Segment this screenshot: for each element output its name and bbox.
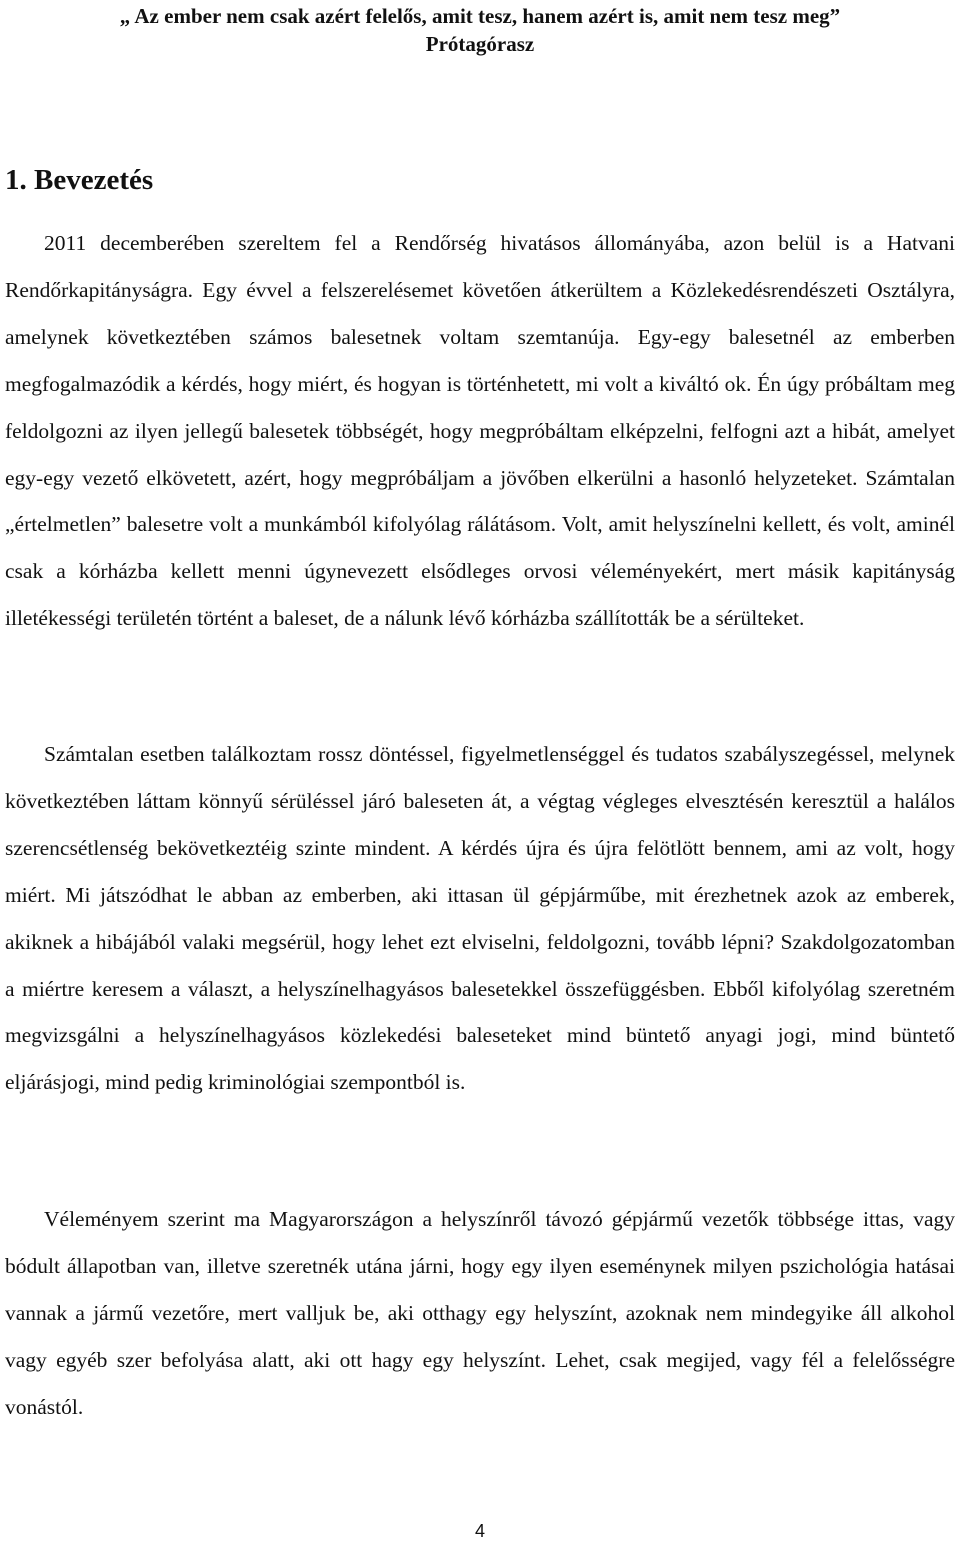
paragraph-3: Véleményem szerint ma Magyarországon a helyszínről távozó gépjármű vezetők többsége ittas, vagy bódult állapotban van, illetve szeretnék utána járni, hogy egy ilyen eseménynek milyen pszichológia hatásai vannak a jármű vezetőre, mert valljuk be, aki otthagy egy helyszínt, azoknak nem mindegyike áll alkohol vagy egyéb szer befolyása alatt, aki ott hagy egy helyszínt. Lehet, csak megijed, vagy fél a felelősségre vonástól. bbox=[5, 1207, 955, 1419]
epigraph bbox=[0, 2, 960, 58]
epigraph-author: Prótagórasz bbox=[425, 32, 535, 56]
section-heading: 1. Bevezetés bbox=[5, 164, 154, 196]
paragraph-1: 2011 decemberében szereltem fel a Rendőrség hivatásos állományába, azon belül is a Hatvani Rendőrkapitányságra. Egy évvel a felszerelésemet követően átkerültem a Közlekedésrendészeti Osztályra, amelynek következtében számos balesetnek voltam szemtanúja. Egy-egy balesetnél az emberben megfogalmazódik a kérdés, hogy miért, és hogyan is történhetett, mi volt a kiváltó ok. Én úgy próbáltam meg feldolgozni az ilyen jellegű balesetek többségét, hogy megpróbáltam elképzelni, felfogni azt a hibát, amelyet egy-egy vezető elkövetett, azért, hogy megpróbáljam a jövőben elkerülni a hasonló helyzeteket. Számtalan „értelmetlen” balesetre volt a munkámból kifolyólag rálátásom. Volt, amit helyszínelni kellett, és volt, aminél csak a kórházba kellett menni úgynevezett elsődleges orvosi véleményekért, mert másik kapitányság illetékességi területén történt a baleset, de a nálunk lévő kórházba szállították be a sérülteket. bbox=[5, 231, 955, 631]
paragraph-2: Számtalan esetben találkoztam rossz döntéssel, figyelmetlenséggel és tudatos szabályszegéssel, melynek következtében láttam könnyű sérüléssel járó baleseten át, a végtag végleges elvesztésén keresztül a halálos szerencsétlenség bekövetkeztéig szinte mindent. A kérdés újra és újra felötlött bennem, ami az volt, hogy miért. Mi játszódhat le abban az emberben, aki ittasan ül gépjárműbe, mit érezhetnek azok az emberek, akiknek a hibájából valaki megsérül, hogy lehet ezt elviselni, feldolgozni, tovább lépni? Szakdolgozatomban a miértre keresem a választ, a helyszínelhagyásos balesetekkel összefüggésben. Ebből kifolyólag szeretném megvizsgálni a helyszínelhagyásos közlekedési baleseteket mind büntető anyagi jogi, mind büntető eljárásjogi, mind pedig kriminológiai szempontból is. bbox=[5, 742, 955, 1095]
page-number: 4 bbox=[474, 1521, 485, 1541]
epigraph-quote: „ Az ember nem csak azért felelős, amit tesz, hanem azért is, amit nem tesz meg” bbox=[119, 4, 841, 28]
